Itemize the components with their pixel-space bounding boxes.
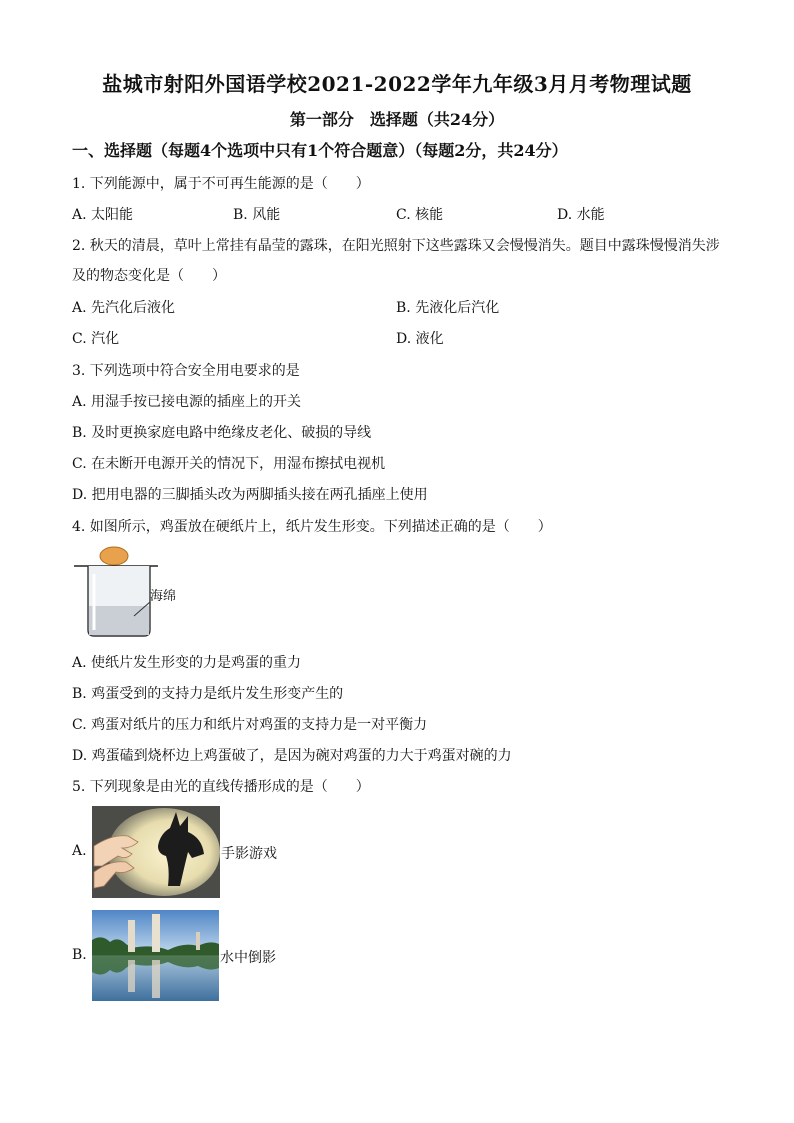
question-5-option-a-letter: A. <box>72 843 87 859</box>
question-5-stem: 5. 下列现象是由光的直线传播形成的是（ ） <box>72 779 370 795</box>
question-4-option-c: C. 鸡蛋对纸片的压力和纸片对鸡蛋的支持力是一对平衡力 <box>72 717 428 733</box>
question-3-option-a: A. 用湿手按已接电源的插座上的开关 <box>72 394 302 410</box>
question-5-option-a-caption: 手影游戏 <box>221 846 277 862</box>
question-2-stem-line1: 2. 秋天的清晨，草叶上常挂有晶莹的露珠，在阳光照射下这些露珠又会慢慢消失。题目中露珠慢慢消失涉 <box>72 238 720 254</box>
pagoda-small <box>196 932 200 950</box>
question-5-option-b-caption: 水中倒影 <box>220 950 276 966</box>
question-2-option-c: C. 汽化 <box>72 331 120 347</box>
question-1-stem: 1. 下列能源中，属于不可再生能源的是（ ） <box>72 176 370 192</box>
question-3-option-c: C. 在未断开电源开关的情况下，用湿布擦拭电视机 <box>72 456 386 472</box>
question-2-option-d: D. 液化 <box>396 331 444 347</box>
question-4-option-d: D. 鸡蛋磕到烧杯边上鸡蛋破了，是因为碗对鸡蛋的力大于鸡蛋对碗的力 <box>72 748 512 764</box>
hand-shadow-image <box>92 806 220 898</box>
pagoda-left-reflection <box>128 960 135 992</box>
egg-icon <box>100 547 128 565</box>
pagoda-right-reflection <box>152 960 160 998</box>
question-2-option-b: B. 先液化后汽化 <box>396 300 500 316</box>
sponge-label: 海绵 <box>150 589 177 604</box>
question-4-option-b: B. 鸡蛋受到的支持力是纸片发生形变产生的 <box>72 686 344 702</box>
question-3-stem: 3. 下列选项中符合安全用电要求的是 <box>72 363 300 379</box>
question-5-option-b-letter: B. <box>72 947 87 963</box>
question-4-option-a: A. 使纸片发生形变的力是鸡蛋的重力 <box>72 655 302 671</box>
water-reflection-image <box>92 910 219 1001</box>
question-1-option-b: B. 风能 <box>233 207 281 223</box>
question-3-option-d: D. 把用电器的三脚插头改为两脚插头接在两孔插座上使用 <box>72 487 428 503</box>
question-3-option-b: B. 及时更换家庭电路中绝缘皮老化、破损的导线 <box>72 425 372 441</box>
section-heading: 一、选择题（每题4个选项中只有1个符合题意）（每题2分，共24分） <box>72 141 568 160</box>
pagoda-right <box>152 914 160 952</box>
exam-title: 盐城市射阳外国语学校2021-2022学年九年级3月月考物理试题 <box>102 72 692 96</box>
question-2-option-a: A. 先汽化后液化 <box>72 300 176 316</box>
question-4-stem: 4. 如图所示，鸡蛋放在硬纸片上，纸片发生形变。下列描述正确的是（ ） <box>72 519 552 535</box>
question-1-option-c: C. 核能 <box>396 207 444 223</box>
part-title: 第一部分 选择题（共24分） <box>289 110 505 129</box>
question-2-stem-line2: 及的物态变化是（ ） <box>72 268 226 284</box>
question-1-option-d: D. 水能 <box>557 207 605 223</box>
question-1-option-a: A. 太阳能 <box>72 207 134 223</box>
pagoda-left <box>128 920 135 952</box>
